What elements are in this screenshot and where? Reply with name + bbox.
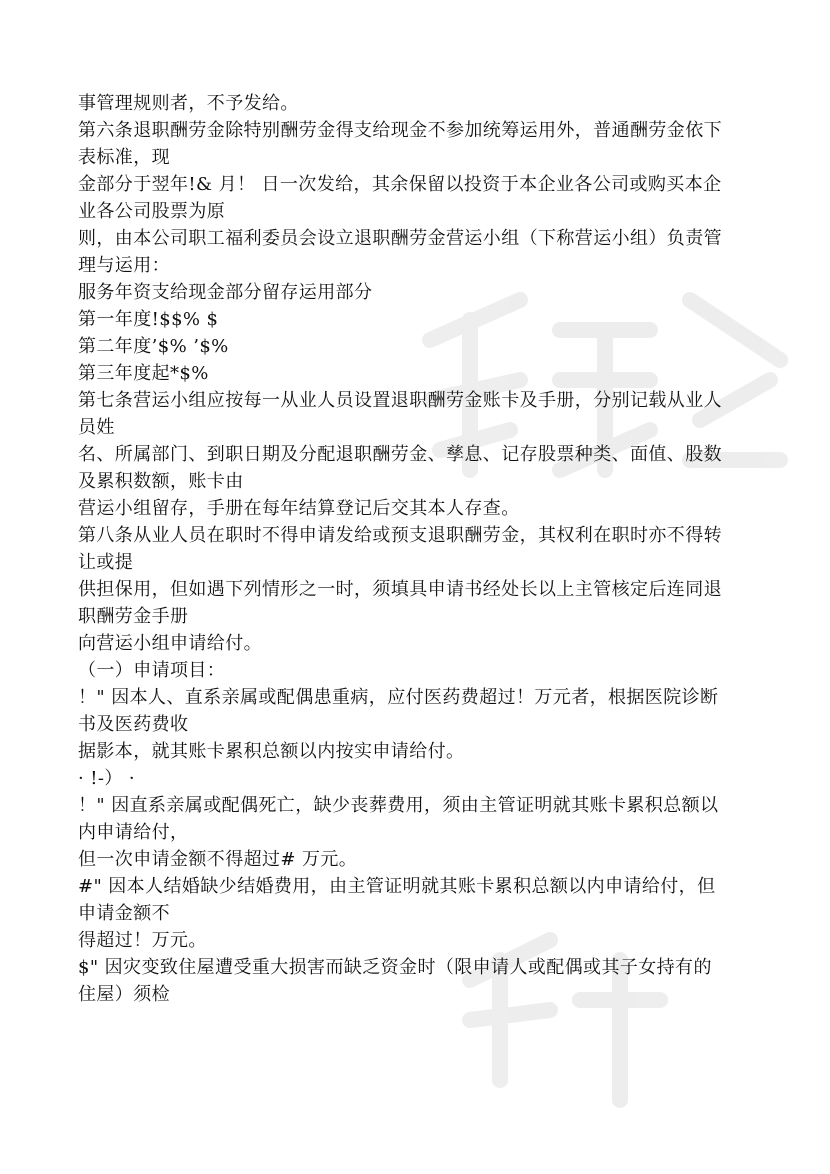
text-line: 表标准，现 [78, 147, 170, 168]
text-line: 第六条退职酬劳金除特别酬劳金得支给现金不参加统筹运用外，普通酬劳金依下 [78, 120, 722, 141]
text-line: （一）申请项目： [78, 660, 226, 681]
text-line: 据影本，就其账卡累积总额以内按实申请给付。 [78, 741, 465, 762]
text-line: 内申请给付， [78, 822, 189, 843]
text-line: 第一年度!$$% $ [78, 309, 219, 330]
text-line: 得超过！万元。 [78, 930, 207, 951]
text-line: · !-） · [78, 768, 136, 789]
text-line: 名、所属部门、到职日期及分配退职酬劳金、孳息、记存股票种类、面值、股数 [78, 444, 722, 465]
text-line: 业各公司股票为原 [78, 201, 226, 222]
text-line: 向营运小组申请给付。 [78, 633, 262, 654]
text-line: 申请金额不 [78, 903, 170, 924]
text-line: 服务年资支给现金部分留存运用部分 [78, 282, 373, 303]
text-line: 但一次申请金额不得超过# 万元。 [78, 849, 358, 870]
text-line: 住屋）须检 [78, 984, 170, 1005]
text-line: 则，由本公司职工福利委员会设立退职酬劳金营运小组（下称营运小组）负责管 [78, 228, 722, 249]
text-line: 事管理规则者，不予发给。 [78, 93, 299, 114]
text-line: ！" 因直系亲属或配偶死亡，缺少丧葬费用，须由主管证明就其账卡累积总额以 [78, 795, 719, 816]
text-line: 第七条营运小组应按每一从业人员设置退职酬劳金账卡及手册，分别记载从业人 [78, 390, 722, 411]
text-line: 第二年度’$% ’$% [78, 336, 229, 357]
document-body [78, 90, 758, 1008]
text-line: 营运小组留存，手册在每年结算登记后交其本人存查。 [78, 498, 520, 519]
text-line: 员姓 [78, 417, 115, 438]
text-line: 及累积数额，账卡由 [78, 471, 244, 492]
text-line: 书及医药费收 [78, 714, 189, 735]
text-line: 第八条从业人员在职时不得申请发给或预支退职酬劳金，其权利在职时亦不得转 [78, 525, 722, 546]
text-line: #" 因本人结婚缺少结婚费用，由主管证明就其账卡累积总额以内申请给付，但 [78, 876, 716, 897]
text-line: 让或提 [78, 552, 134, 573]
text-line: 职酬劳金手册 [78, 606, 189, 627]
text-line: ！" 因本人、直系亲属或配偶患重病，应付医药费超过！万元者，根据医院诊断 [78, 687, 719, 708]
text-line: 金部分于翌年!& 月！ 日一次发给，其余保留以投资于本企业各公司或购买本企 [78, 174, 722, 195]
text-line: 第三年度起*$% [78, 363, 209, 384]
text-line: 供担保用，但如遇下列情形之一时，须填具申请书经处长以上主管核定后连同退 [78, 579, 722, 600]
text-line: $" 因灾变致住屋遭受重大损害而缺乏资金时（限申请人或配偶或其子女持有的 [78, 957, 712, 978]
text-line: 理与运用： [78, 255, 170, 276]
